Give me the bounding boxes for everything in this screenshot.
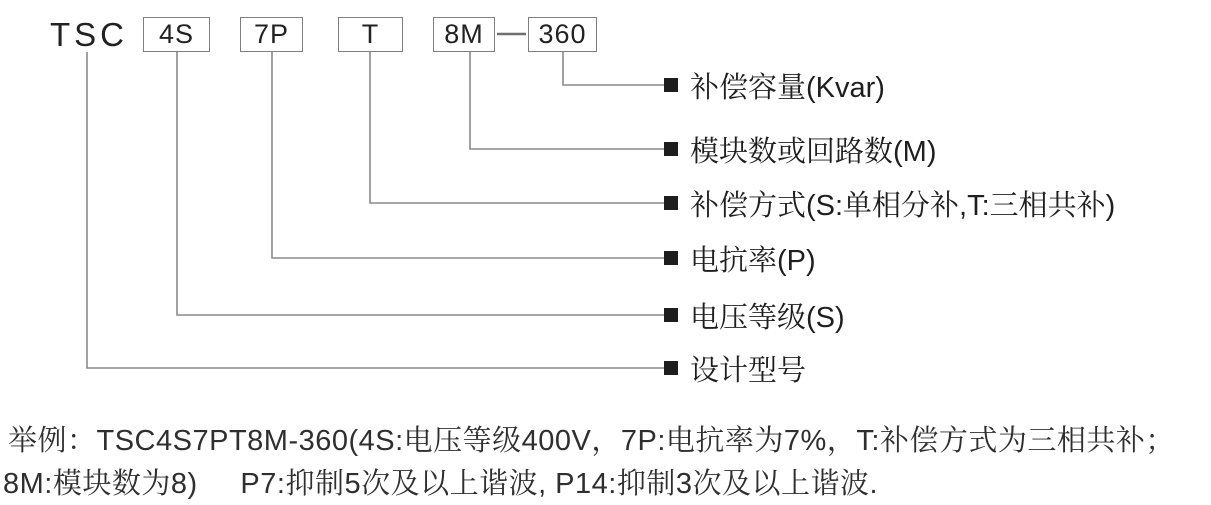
spec-label-text: 补偿容量(Kvar) (690, 71, 885, 104)
leader-8m (470, 52, 664, 149)
spec-label-text: 补偿方式(S:单相分补,T:三相共补) (690, 189, 1116, 222)
model-prefix: TSC (50, 16, 128, 53)
bullet-square-icon (664, 251, 678, 265)
spec-label-text: 电压等级(S) (690, 301, 845, 334)
spec-label-design-model (664, 351, 806, 385)
leader-4s (177, 52, 664, 315)
segment-box-reactance: 7P (240, 17, 303, 52)
leader-360 (563, 52, 664, 85)
bullet-square-icon (664, 78, 678, 92)
example-line-2: 8M:模块数为8) P7:抑制5次及以上谐波, P14:抑制3次及以上谐波. (3, 468, 879, 500)
spec-label-voltage (664, 298, 845, 332)
example-line-1: 举例：TSC4S7PT8M-360(4S:电压等级400V，7P:电抗率为7%，T:补偿方式为三相共补； (8, 425, 1175, 457)
bullet-square-icon (664, 361, 678, 375)
segment-box-capacity: 360 (528, 17, 597, 52)
leader-7p (272, 52, 664, 258)
spec-label-text: 模块数或回路数(M) (690, 135, 937, 168)
bullet-square-icon (664, 196, 678, 210)
bullet-square-icon (664, 308, 678, 322)
segment-box-modules: 8M (433, 17, 495, 52)
segment-box-compensation-mode: T (338, 17, 403, 52)
spec-label-text: 设计型号 (690, 354, 807, 387)
segment-box-voltage: 4S (143, 17, 210, 52)
spec-label-text: 电抗率(P) (690, 244, 816, 277)
leader-t (370, 52, 664, 203)
spec-label-reactance (664, 241, 816, 275)
bullet-square-icon (664, 142, 678, 156)
spec-label-modules (664, 132, 936, 166)
leader-tsc (87, 52, 664, 368)
spec-label-capacity (664, 68, 885, 102)
spec-label-compensation-mode (664, 186, 1115, 220)
